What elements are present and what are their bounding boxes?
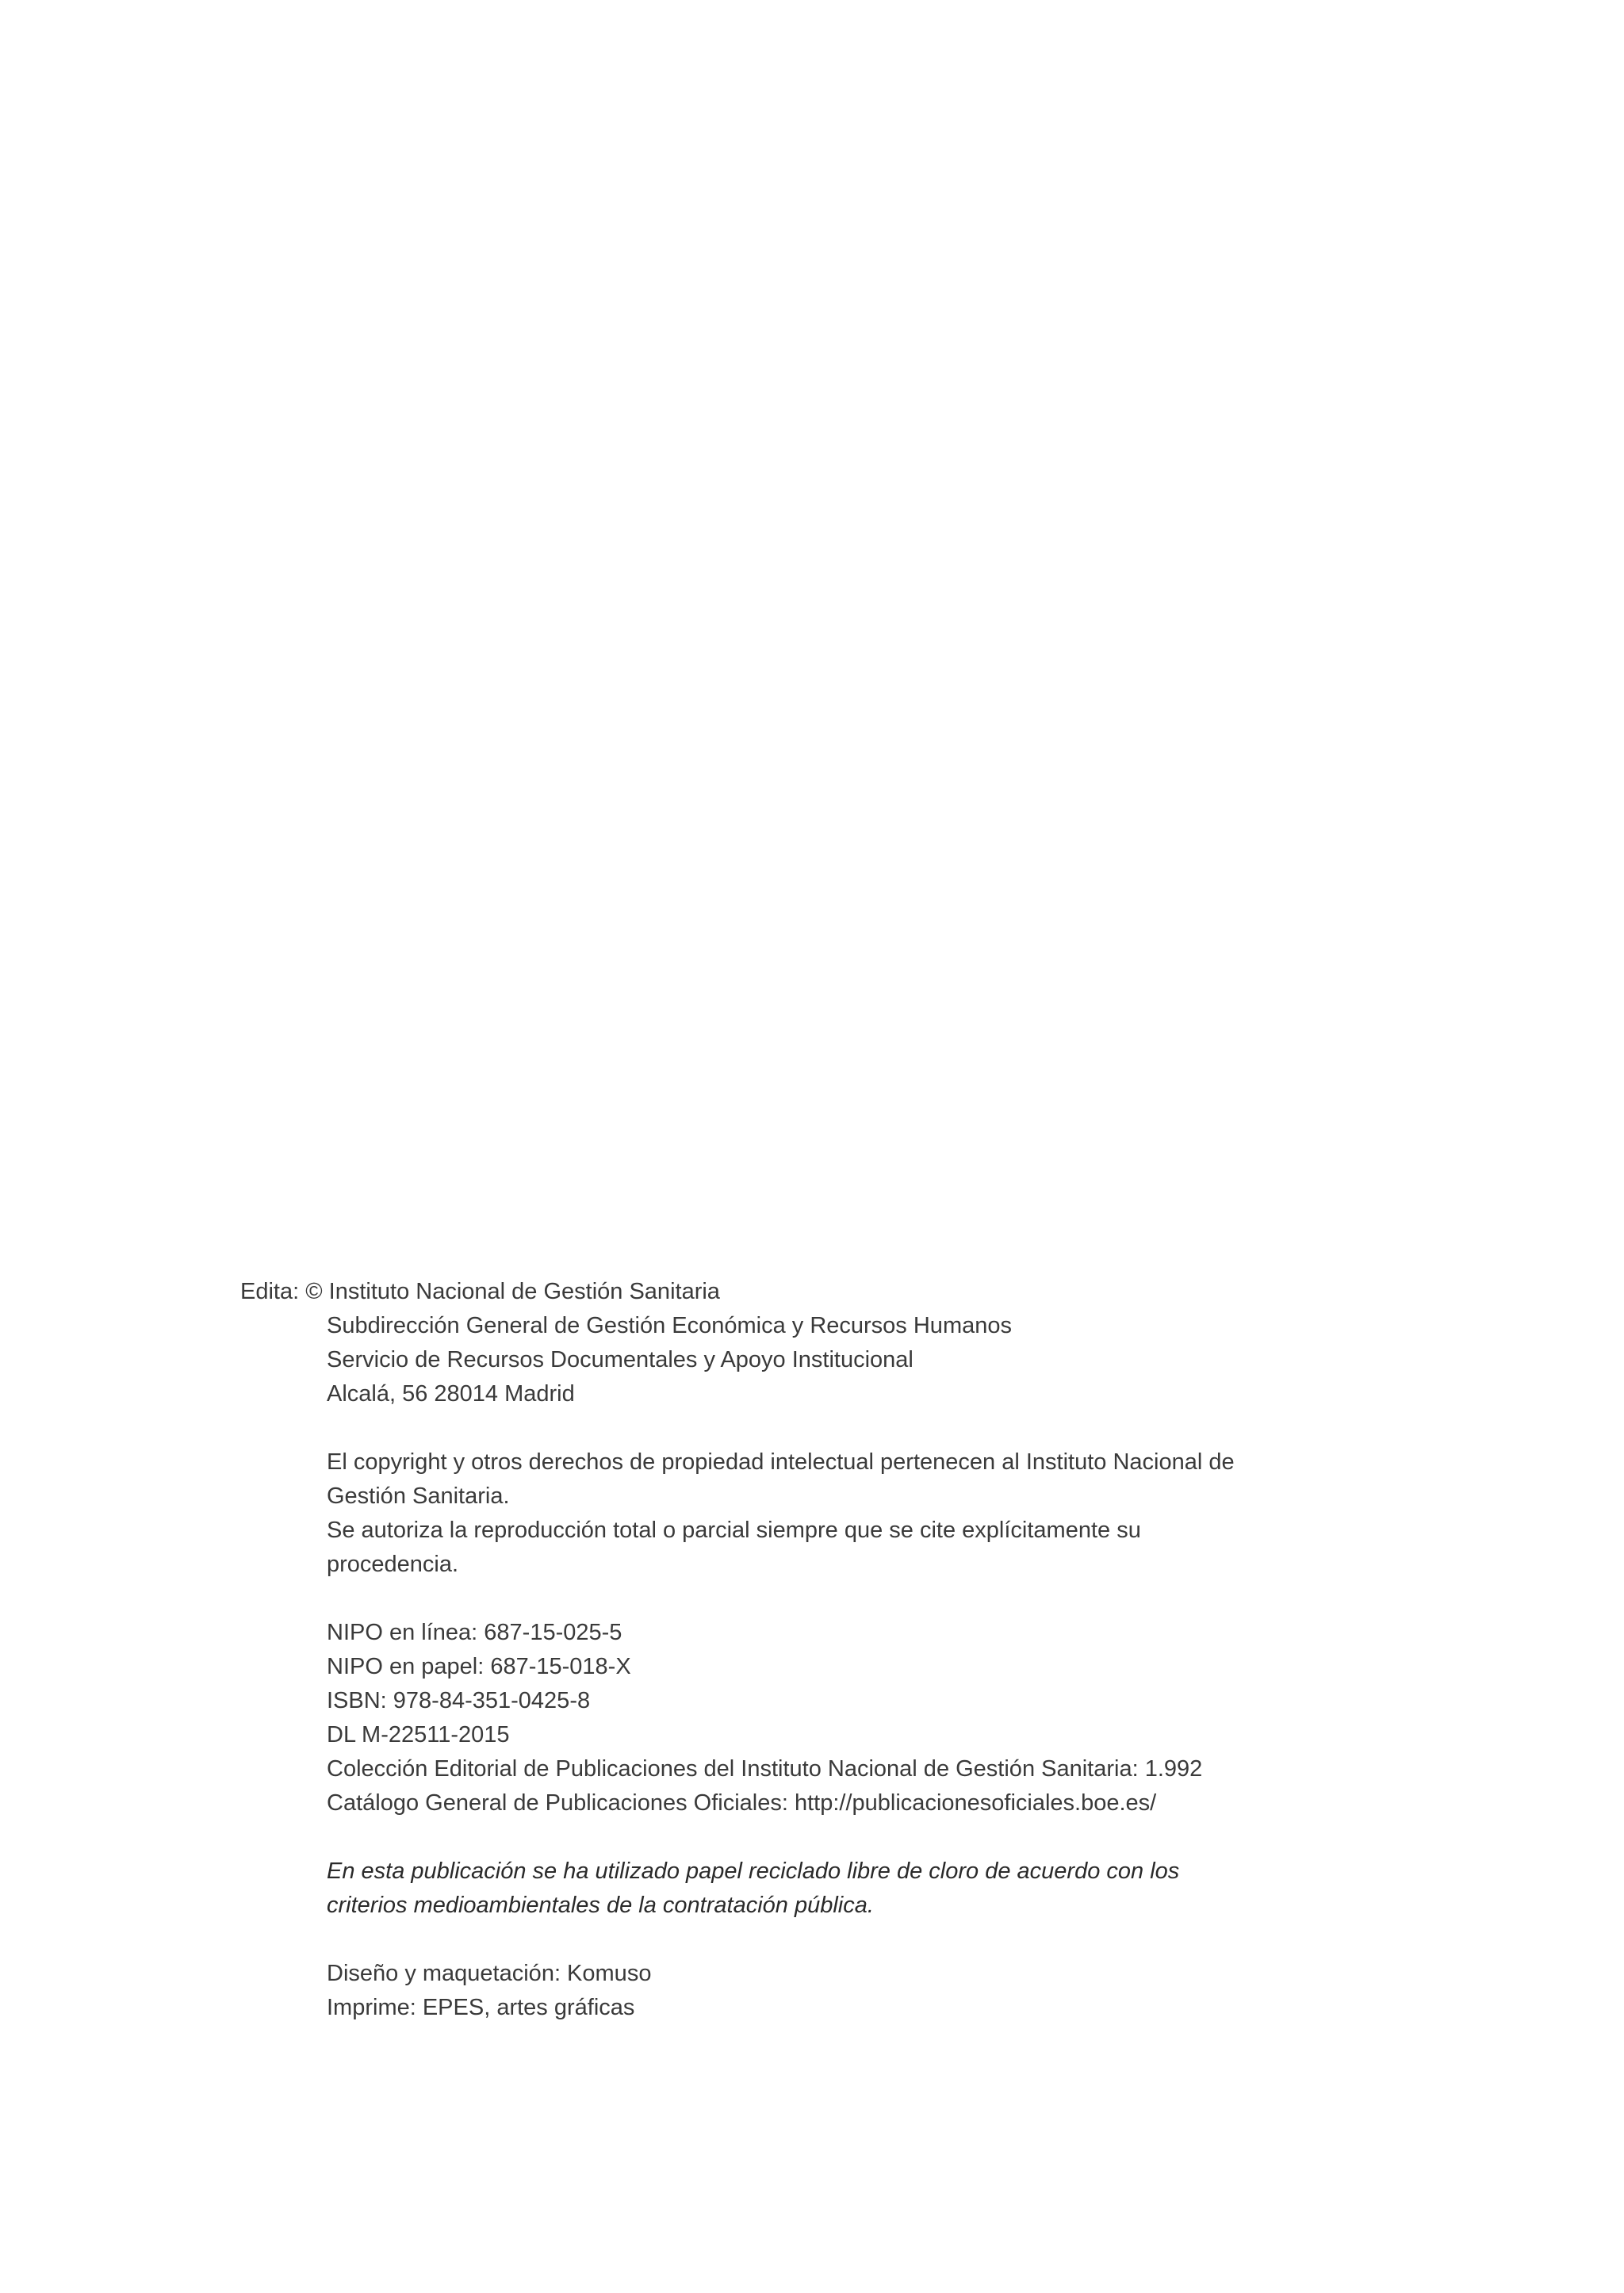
nipo-paper: NIPO en papel: 687-15-018-X bbox=[327, 1654, 631, 1679]
paper-note-line: criterios medioambientales de la contratación pública. bbox=[327, 1893, 874, 1918]
copyright-line: Gestión Sanitaria. bbox=[327, 1483, 510, 1509]
paper-note-line: En esta publicación se ha utilizado papel reciclado libre de cloro de acuerdo con los bbox=[327, 1859, 1180, 1884]
copyright-block bbox=[240, 1445, 1278, 1582]
publisher-service: Servicio de Recursos Documentales y Apoyo Institucional bbox=[327, 1347, 914, 1372]
catalog-url: Catálogo General de Publicaciones Oficiales: http://publicacionesoficiales.boe.es/ bbox=[327, 1790, 1157, 1816]
spacer bbox=[240, 1923, 1350, 1957]
nipo-online: NIPO en línea: 687-15-025-5 bbox=[327, 1620, 622, 1645]
copyright-line: Se autoriza la reproducción total o parcial siempre que se cite explícitamente su bbox=[327, 1518, 1141, 1543]
recycled-paper-note bbox=[240, 1855, 1278, 1923]
spacer bbox=[240, 1582, 1350, 1616]
legal-deposit: DL M-22511-2015 bbox=[327, 1722, 510, 1748]
design-credit: Diseño y maquetación: Komuso bbox=[327, 1961, 652, 1986]
printer-credit: Imprime: EPES, artes gráficas bbox=[327, 1995, 635, 2020]
publisher-block bbox=[240, 1275, 1350, 1411]
credits-block bbox=[240, 1957, 1278, 2025]
copyright-line: procedencia. bbox=[327, 1552, 459, 1577]
publisher-address: Alcalá, 56 28014 Madrid bbox=[327, 1381, 575, 1407]
colophon bbox=[240, 1275, 1350, 2025]
identifiers-block bbox=[240, 1616, 1278, 1820]
collection-number: Colección Editorial de Publicaciones del Instituto Nacional de Gestión Sanitaria: 1.992 bbox=[327, 1756, 1203, 1782]
spacer bbox=[240, 1411, 1350, 1445]
isbn: ISBN: 978-84-351-0425-8 bbox=[327, 1688, 591, 1713]
edita-line: Edita: © Instituto Nacional de Gestión Sanitaria bbox=[240, 1279, 720, 1304]
copyright-line: El copyright y otros derechos de propiedad intelectual pertenecen al Instituto Nacional de bbox=[327, 1449, 1235, 1475]
publisher-subdirectorate: Subdirección General de Gestión Económica y Recursos Humanos bbox=[327, 1313, 1012, 1338]
spacer bbox=[240, 1820, 1350, 1855]
